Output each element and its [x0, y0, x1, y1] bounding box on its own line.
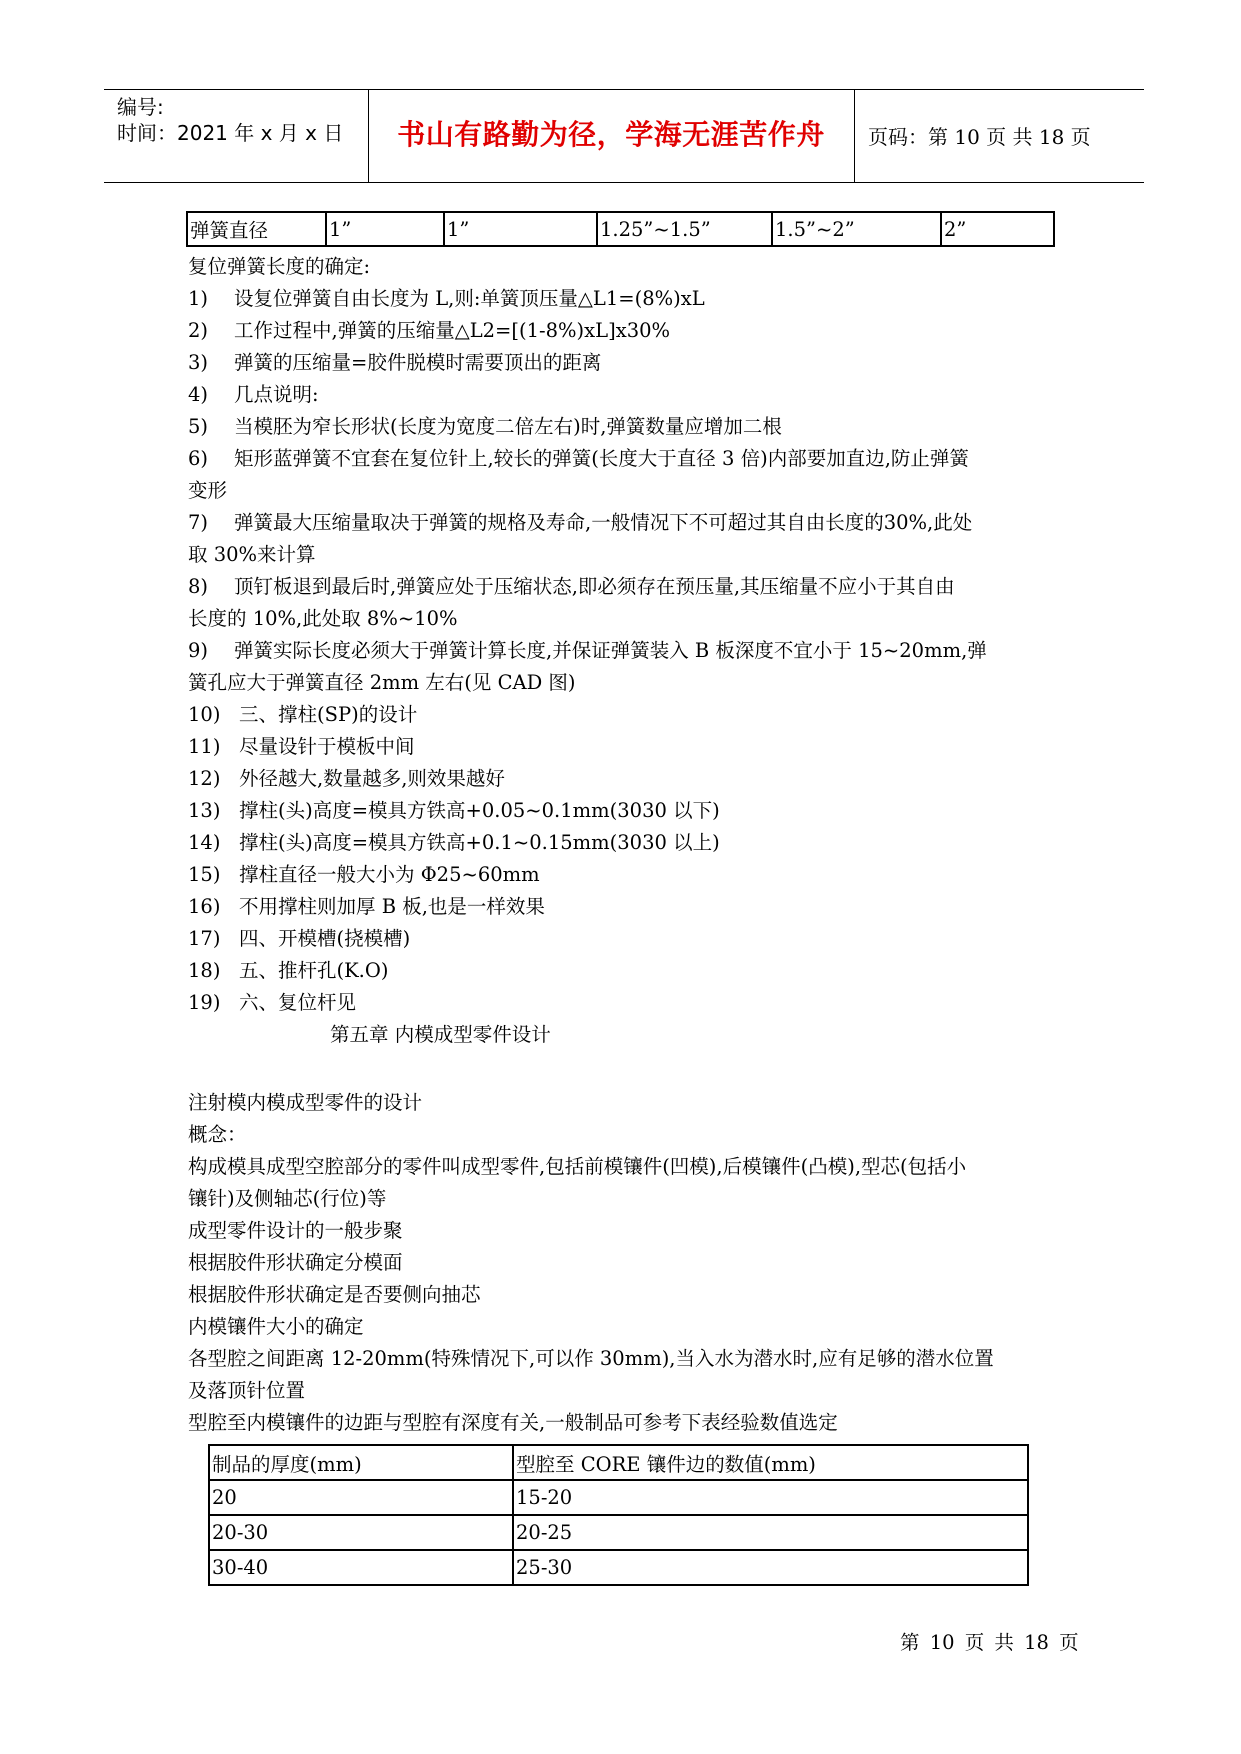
table-cell: 1.25”~1.5” [597, 212, 772, 246]
list-number: 4) [188, 383, 209, 406]
list-item [188, 446, 969, 472]
list-item [188, 798, 720, 824]
header-divider-right [854, 89, 855, 182]
list-text: 五、推杆孔(K.O) [239, 959, 389, 982]
table-row [187, 212, 1054, 246]
header-info [117, 94, 343, 146]
cavity-gap-text: 各型腔之间距离 12-20mm(特殊情况下,可以作 30mm),当入水为潜水时,应有足够的潜水位置 [188, 1347, 994, 1370]
list-number: 19) [188, 991, 221, 1014]
edge-distance-text: 型腔至内模镶件的边距与型腔有深度有关,一般制品可参考下表经验数值选定 [188, 1411, 838, 1434]
concept-label: 概念： [188, 1123, 247, 1146]
list-text: 撑柱(头)高度=模具方铁高+0.05~0.1mm(3030 以下) [239, 799, 720, 822]
section-title: 注射模内模成型零件的设计 [188, 1091, 423, 1114]
list-text: 四、开模槽(挠模槽) [239, 927, 411, 950]
table-row [209, 1550, 1028, 1585]
list-number: 3) [188, 351, 209, 374]
list-item [188, 926, 410, 952]
list-number: 10) [188, 703, 221, 726]
table-cell: 20-25 [513, 1515, 1028, 1550]
list-text: 六、复位杆见 [239, 991, 357, 1014]
list-number: 15) [188, 863, 221, 886]
section-heading: 复位弹簧长度的确定: [188, 255, 371, 278]
date-line: 时间：2021 年 x 月 x 日 [117, 121, 344, 145]
list-text: 当模胚为窄长形状(长度为宽度二倍左右)时,弹簧数量应增加二根 [234, 415, 782, 438]
table-header-row [209, 1445, 1028, 1480]
table-cell: 20 [209, 1480, 513, 1515]
list-number: 18) [188, 959, 221, 982]
header-page-info: 页码：第 10 页 共 18 页 [868, 125, 1091, 149]
number-label: 编号: [117, 95, 164, 119]
list-number: 13) [188, 799, 221, 822]
list-text: 弹簧最大压缩量取决于弹簧的规格及寿命,一般情况下不可超过其自由长度的30%,此处 [234, 511, 973, 534]
list-text: 工作过程中,弹簧的压缩量△L2=[(1-8%)xL]x30% [234, 319, 671, 342]
list-item-continuation: 长度的 10%,此处取 8%~10% [188, 607, 458, 630]
list-item-continuation: 簧孔应大于弹簧直径 2mm 左右(见 CAD 图) [188, 671, 576, 694]
table-cell: 弹簧直径 [187, 212, 326, 246]
table-cell: 25-30 [513, 1550, 1028, 1585]
list-number: 6) [188, 447, 209, 470]
edge-distance-table [208, 1444, 1029, 1586]
list-item [188, 382, 319, 408]
table-cell: 1.5”~2” [772, 212, 941, 246]
list-text: 矩形蓝弹簧不宜套在复位针上,较长的弹簧(长度大于直径 3 倍)内部要加直边,防止弹簧 [234, 447, 969, 470]
list-text: 外径越大,数量越多,则效果越好 [239, 767, 505, 790]
list-item-continuation: 取 30%来计算 [188, 543, 316, 566]
list-item [188, 574, 955, 600]
table-row [209, 1480, 1028, 1515]
list-number: 9) [188, 639, 209, 662]
list-number: 11) [188, 735, 221, 758]
list-item [188, 958, 388, 984]
list-item [188, 702, 417, 728]
spring-diameter-table [186, 211, 1055, 247]
list-item [188, 318, 670, 344]
chapter-title: 第五章 内模成型零件设计 [330, 1023, 551, 1046]
table-cell: 2” [941, 212, 1054, 246]
table-cell: 1” [326, 212, 444, 246]
list-text: 几点说明: [234, 383, 319, 406]
table-cell: 15-20 [513, 1480, 1028, 1515]
list-text: 顶钉板退到最后时,弹簧应处于压缩状态,即必须存在预压量,其压缩量不应小于其自由 [234, 575, 955, 598]
list-number: 8) [188, 575, 209, 598]
header-motto: 书山有路勤为径，学海无涯苦作舟 [397, 118, 825, 151]
list-item [188, 734, 415, 760]
cavity-gap-continuation: 及落顶针位置 [188, 1379, 306, 1402]
list-item [188, 990, 356, 1016]
table-cell: 1” [444, 212, 597, 246]
step-text: 根据胶件形状确定分模面 [188, 1251, 403, 1274]
list-text: 不用撑柱则加厚 B 板,也是一样效果 [239, 895, 545, 918]
table-row [209, 1515, 1028, 1550]
table-header-cell: 型腔至 CORE 镶件边的数值(mm) [513, 1445, 1028, 1480]
list-number: 5) [188, 415, 209, 438]
list-number: 16) [188, 895, 221, 918]
page-footer: 第 10 页 共 18 页 [900, 1631, 1079, 1654]
list-text: 尽量设针于模板中间 [239, 735, 415, 758]
list-number: 14) [188, 831, 221, 854]
list-item-continuation: 变形 [188, 479, 228, 502]
table-cell: 20-30 [209, 1515, 513, 1550]
list-item [188, 766, 505, 792]
insert-size-title: 内模镶件大小的确定 [188, 1315, 364, 1338]
list-item [188, 350, 601, 376]
list-text: 弹簧的压缩量=胶件脱模时需要顶出的距离 [234, 351, 602, 374]
list-number: 2) [188, 319, 209, 342]
list-text: 设复位弹簧自由长度为 L,则:单簧顶压量△L1=(8%)xL [234, 287, 705, 310]
header-top-rule [104, 89, 1144, 90]
list-item [188, 414, 782, 440]
table-header-cell: 制品的厚度(mm) [209, 1445, 513, 1480]
list-number: 1) [188, 287, 209, 310]
steps-title: 成型零件设计的一般步聚 [188, 1219, 403, 1242]
list-item [188, 894, 545, 920]
list-item [188, 830, 720, 856]
concept-text-continuation: 镶针)及侧轴芯(行位)等 [188, 1187, 387, 1210]
list-number: 17) [188, 927, 221, 950]
list-item [188, 286, 705, 312]
list-text: 撑柱(头)高度=模具方铁高+0.1~0.15mm(3030 以上) [239, 831, 720, 854]
header-bottom-rule [104, 182, 1144, 183]
list-text: 三、撑柱(SP)的设计 [239, 703, 418, 726]
list-item [188, 510, 972, 536]
list-number: 12) [188, 767, 221, 790]
list-number: 7) [188, 511, 209, 534]
concept-text: 构成模具成型空腔部分的零件叫成型零件,包括前模镶件(凹模),后模镶件(凸模),型芯(包括小 [188, 1155, 967, 1178]
list-text: 撑柱直径一般大小为 Φ25~60mm [239, 863, 540, 886]
table-cell: 30-40 [209, 1550, 513, 1585]
list-item [188, 638, 987, 664]
list-text: 弹簧实际长度必须大于弹簧计算长度,并保证弹簧装入 B 板深度不宜小于 15~20mm,弹 [234, 639, 987, 662]
step-text: 根据胶件形状确定是否要侧向抽芯 [188, 1283, 481, 1306]
list-item [188, 862, 540, 888]
